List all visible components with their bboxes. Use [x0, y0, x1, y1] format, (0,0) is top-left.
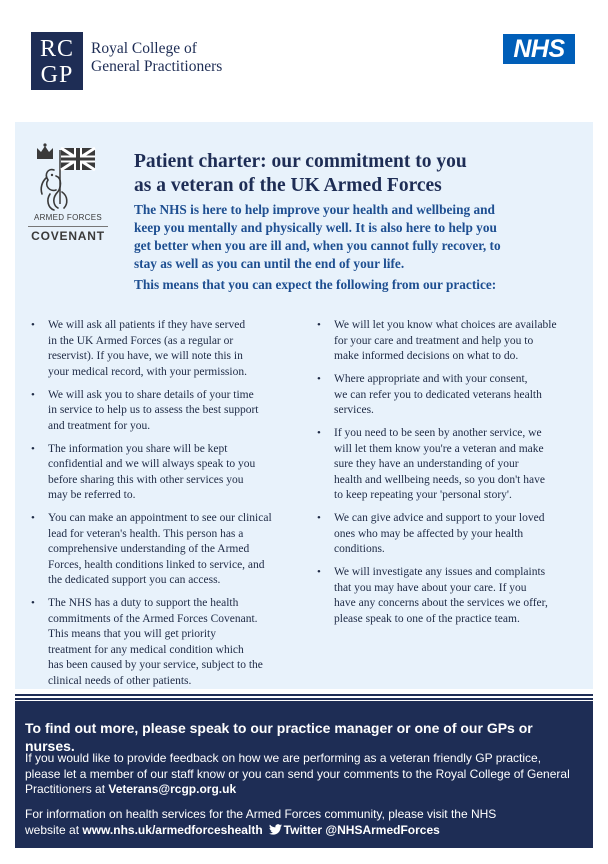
intro-paragraph [134, 201, 574, 273]
list-item [28, 442, 290, 504]
item-line: has been caused by your service, subject to the [48, 659, 263, 671]
rcgp-name [91, 40, 222, 76]
list-item [28, 388, 290, 435]
footer-contact-panel [15, 701, 593, 848]
item-line: your medical record, with your permission. [48, 365, 247, 378]
bullet-icon: • [31, 597, 35, 609]
item-line: commitments of the Armed Forces Covenant. [48, 612, 258, 625]
rcgp-name-line: Royal College of [91, 40, 197, 57]
bullet-icon: • [317, 373, 321, 385]
info-line [25, 823, 585, 839]
item-line: clinical needs of other patients. [48, 674, 192, 687]
bullet-icon: • [31, 319, 35, 331]
rcgp-name-line: General Practitioners [91, 58, 223, 75]
twitter-link[interactable]: Twitter @NHSArmedForces [283, 822, 440, 837]
list-item [28, 511, 290, 589]
intro-line: keep you mentally and physically well. It is also here to help you [134, 220, 497, 235]
item-line: We will investigate any issues and complaints [334, 566, 546, 578]
feedback-line: If you would like to provide feedback on how we are performing as a veteran friendly GP practice, [25, 751, 542, 765]
feedback-email-link[interactable]: Veterans@rcgp.org.uk [108, 782, 237, 796]
item-line: make informed decisions on what to do. [334, 350, 519, 362]
item-line: the dedicated support you can access. [48, 574, 221, 586]
bullet-icon: • [317, 427, 321, 439]
item-line: health and wellbeing needs, so you don't have [334, 473, 545, 486]
item-line: Where appropriate and with your consent, [334, 373, 528, 385]
expectations-heading: This means that you can expect the following from our practice: [134, 277, 497, 292]
info-prefix: website at [25, 822, 83, 837]
item-line: reservist). If you have, we will note this in [48, 350, 243, 362]
item-line: in the UK Armed Forces (as a regular or [48, 334, 234, 347]
feedback-prefix: Practitioners at [25, 782, 109, 796]
rcgp-logo-bottom: GP [40, 62, 74, 88]
nhs-logo: NHS [503, 34, 575, 64]
info-paragraph [25, 807, 585, 838]
item-line: If you need to be seen by another service, we [334, 427, 542, 439]
nhs-website-link[interactable]: www.nhs.uk/armedforceshealth [82, 822, 263, 837]
item-line: will let them know you're a veteran and make [334, 442, 544, 455]
title-line: as a veteran of the UK Armed Forces [134, 175, 442, 196]
list-item [314, 372, 576, 419]
item-line: and treatment for you. [48, 419, 151, 432]
bullet-icon: • [317, 512, 321, 524]
list-item [314, 318, 576, 365]
title-line: Patient charter: our commitment to you [134, 151, 467, 172]
feedback-line: please let a member of our staff know or you can send your comments to the Royal College of General [25, 766, 570, 781]
item-line: conditions. [334, 543, 385, 555]
item-line: comprehensive understanding of the Armed [48, 543, 250, 555]
intro-line: get better when you are ill and, when you cannot fully recover, to [134, 238, 501, 253]
commitments-list-right [314, 318, 576, 635]
item-line: The information you share will be kept [48, 442, 228, 455]
item-line: sure they have an understanding of your [334, 458, 519, 470]
feedback-paragraph [25, 751, 585, 798]
list-item [314, 565, 576, 627]
covenant-label-top: ARMED FORCES [33, 213, 103, 222]
item-line: The NHS has a duty to support the health [48, 597, 239, 609]
item-line: We will let you know what choices are available [334, 319, 557, 331]
item-line: This means that you will get priority [48, 628, 217, 640]
intro-line: The NHS is here to help improve your health and wellbeing and [134, 202, 495, 217]
footer-heading: To find out more, please speak to our practice manager or one of our GPs or nurses. [25, 720, 533, 754]
info-line: For information on health services for the Armed Forces community, please visit the NHS [25, 807, 497, 821]
covenant-label: COVENANT [28, 226, 108, 243]
item-line: treatment for any medical condition which [48, 643, 244, 656]
item-line: for your care and treatment and help you to [334, 334, 534, 347]
rcgp-logo-top: RC [39, 36, 74, 62]
bullet-icon: • [31, 512, 35, 524]
rcgp-logo [31, 32, 83, 90]
list-item [314, 426, 576, 504]
list-item [28, 318, 290, 380]
item-line: ones who may be affected by your health [334, 527, 524, 540]
intro-line: stay as well as you can until the end of your life. [134, 256, 405, 271]
feedback-line [25, 782, 585, 798]
list-item [28, 596, 290, 689]
item-line: please speak to one of the practice team. [334, 612, 520, 625]
bullet-icon: • [31, 388, 35, 401]
page-title [134, 150, 574, 198]
bullet-icon: • [317, 319, 321, 331]
item-line: We can give advice and support to your loved [334, 512, 545, 524]
bullet-icon: • [31, 442, 35, 455]
footer-divider [15, 694, 593, 700]
twitter-icon [269, 824, 282, 835]
item-line: lead for veteran's health. This person has a [48, 527, 244, 540]
item-line: in service to help us to assess the best support [48, 404, 259, 416]
item-line: we can refer you to dedicated veterans health [334, 388, 542, 401]
item-line: You can make an appointment to see our clinical [48, 512, 272, 524]
commitments-list-left [28, 318, 290, 697]
bullet-icon: • [317, 566, 321, 578]
item-line: We will ask all patients if they have served [48, 319, 246, 331]
item-line: may be referred to. [48, 489, 136, 501]
item-line: We will ask you to share details of your time [48, 388, 254, 401]
item-line: Forces, health conditions linked to service, and [48, 558, 265, 571]
list-item [314, 511, 576, 558]
item-line: have any concerns about the services we offer, [334, 597, 548, 609]
item-line: that you may have about your care. If you [334, 581, 527, 594]
item-line: before sharing this with other services you [48, 473, 244, 486]
item-line: confidential and we will always speak to you [48, 458, 256, 470]
item-line: to keep repeating your 'personal story'. [334, 489, 512, 501]
item-line: services. [334, 404, 374, 416]
